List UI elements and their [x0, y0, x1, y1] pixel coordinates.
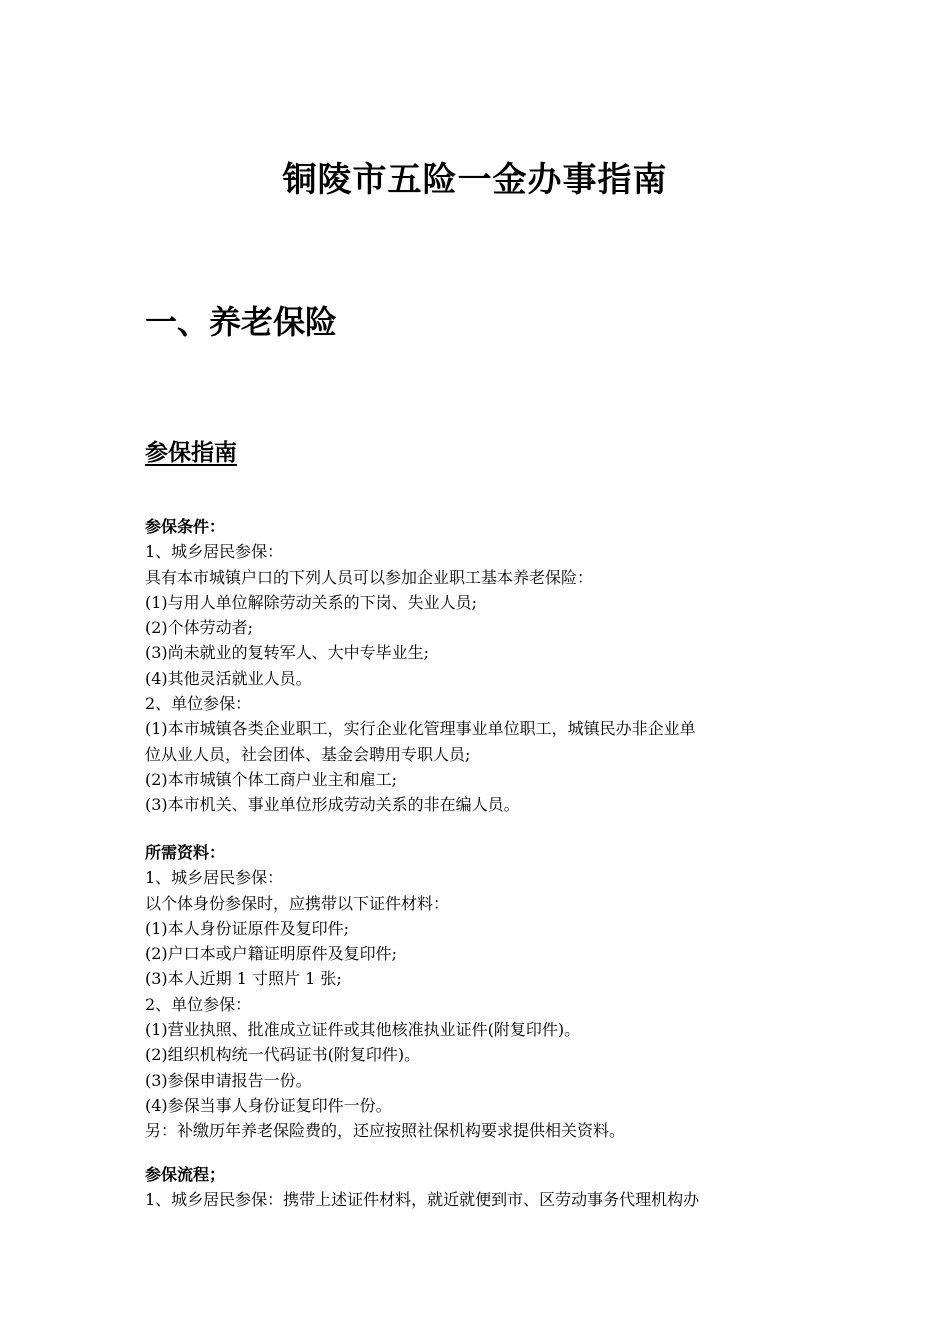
conditions-line: (1)与用人单位解除劳动关系的下岗、失业人员;	[145, 592, 478, 612]
conditions-line: 具有本市城镇户口的下列人员可以参加企业职工基本养老保险：	[145, 567, 594, 587]
materials-line: 另：补缴历年养老保险费的，还应按照社保机构要求提供相关资料。	[145, 1121, 626, 1141]
conditions-line: (3)尚未就业的复转军人、大中专毕业生;	[145, 643, 430, 663]
required-materials-label: 所需资料：	[145, 843, 226, 862]
document-title: 铜陵市五险一金办事指南	[282, 160, 668, 200]
section-heading-pension-insurance: 一、养老保险	[145, 303, 338, 341]
materials-line: (2)组织机构统一代码证书(附复印件)。	[145, 1045, 421, 1065]
conditions-line: (4)其他灵活就业人员。	[145, 668, 312, 688]
enrollment-conditions-label: 参保条件：	[145, 517, 226, 536]
conditions-line: 位从业人员，社会团体、基金会聘用专职人员;	[145, 744, 471, 764]
materials-line: (3)本人近期 1 寸照片 1 张;	[145, 969, 342, 989]
required-materials-block	[145, 840, 810, 1144]
materials-line: 2、单位参保：	[145, 994, 252, 1014]
materials-line: (1)营业执照、批准成立证件或其他核准执业证件(附复印件)。	[145, 1020, 581, 1040]
materials-line: (2)户口本或户籍证明原件及复印件;	[145, 944, 398, 964]
materials-line: (4)参保当事人身份证复印件一份。	[145, 1095, 392, 1115]
materials-line: 以个体身份参保时，应携带以下证件材料：	[145, 893, 450, 913]
materials-line: (1)本人身份证原件及复印件;	[145, 918, 350, 938]
conditions-line: (3)本市机关、事业单位形成劳动关系的非在编人员。	[145, 795, 520, 815]
conditions-line: 2、单位参保：	[145, 694, 252, 714]
conditions-line: (2)个体劳动者;	[145, 618, 254, 638]
sub-heading-enrollment-guide: 参保指南	[145, 439, 237, 466]
enrollment-conditions-block	[145, 514, 810, 818]
enrollment-process-label: 参保流程；	[145, 1165, 226, 1184]
materials-line: 1、城乡居民参保：	[145, 868, 284, 888]
enrollment-process-block	[145, 1162, 810, 1213]
conditions-line: (1)本市城镇各类企业职工，实行企业化管理事业单位职工，城镇民办非企业单	[145, 719, 696, 739]
conditions-line: (2)本市城镇个体工商户业主和雇工;	[145, 769, 398, 789]
process-line: 1、城乡居民参保：携带上述证件材料，就近就便到市、区劳动事务代理机构办	[145, 1190, 700, 1210]
conditions-line: 1、城乡居民参保：	[145, 542, 284, 562]
materials-line: (3)参保申请报告一份。	[145, 1070, 312, 1090]
